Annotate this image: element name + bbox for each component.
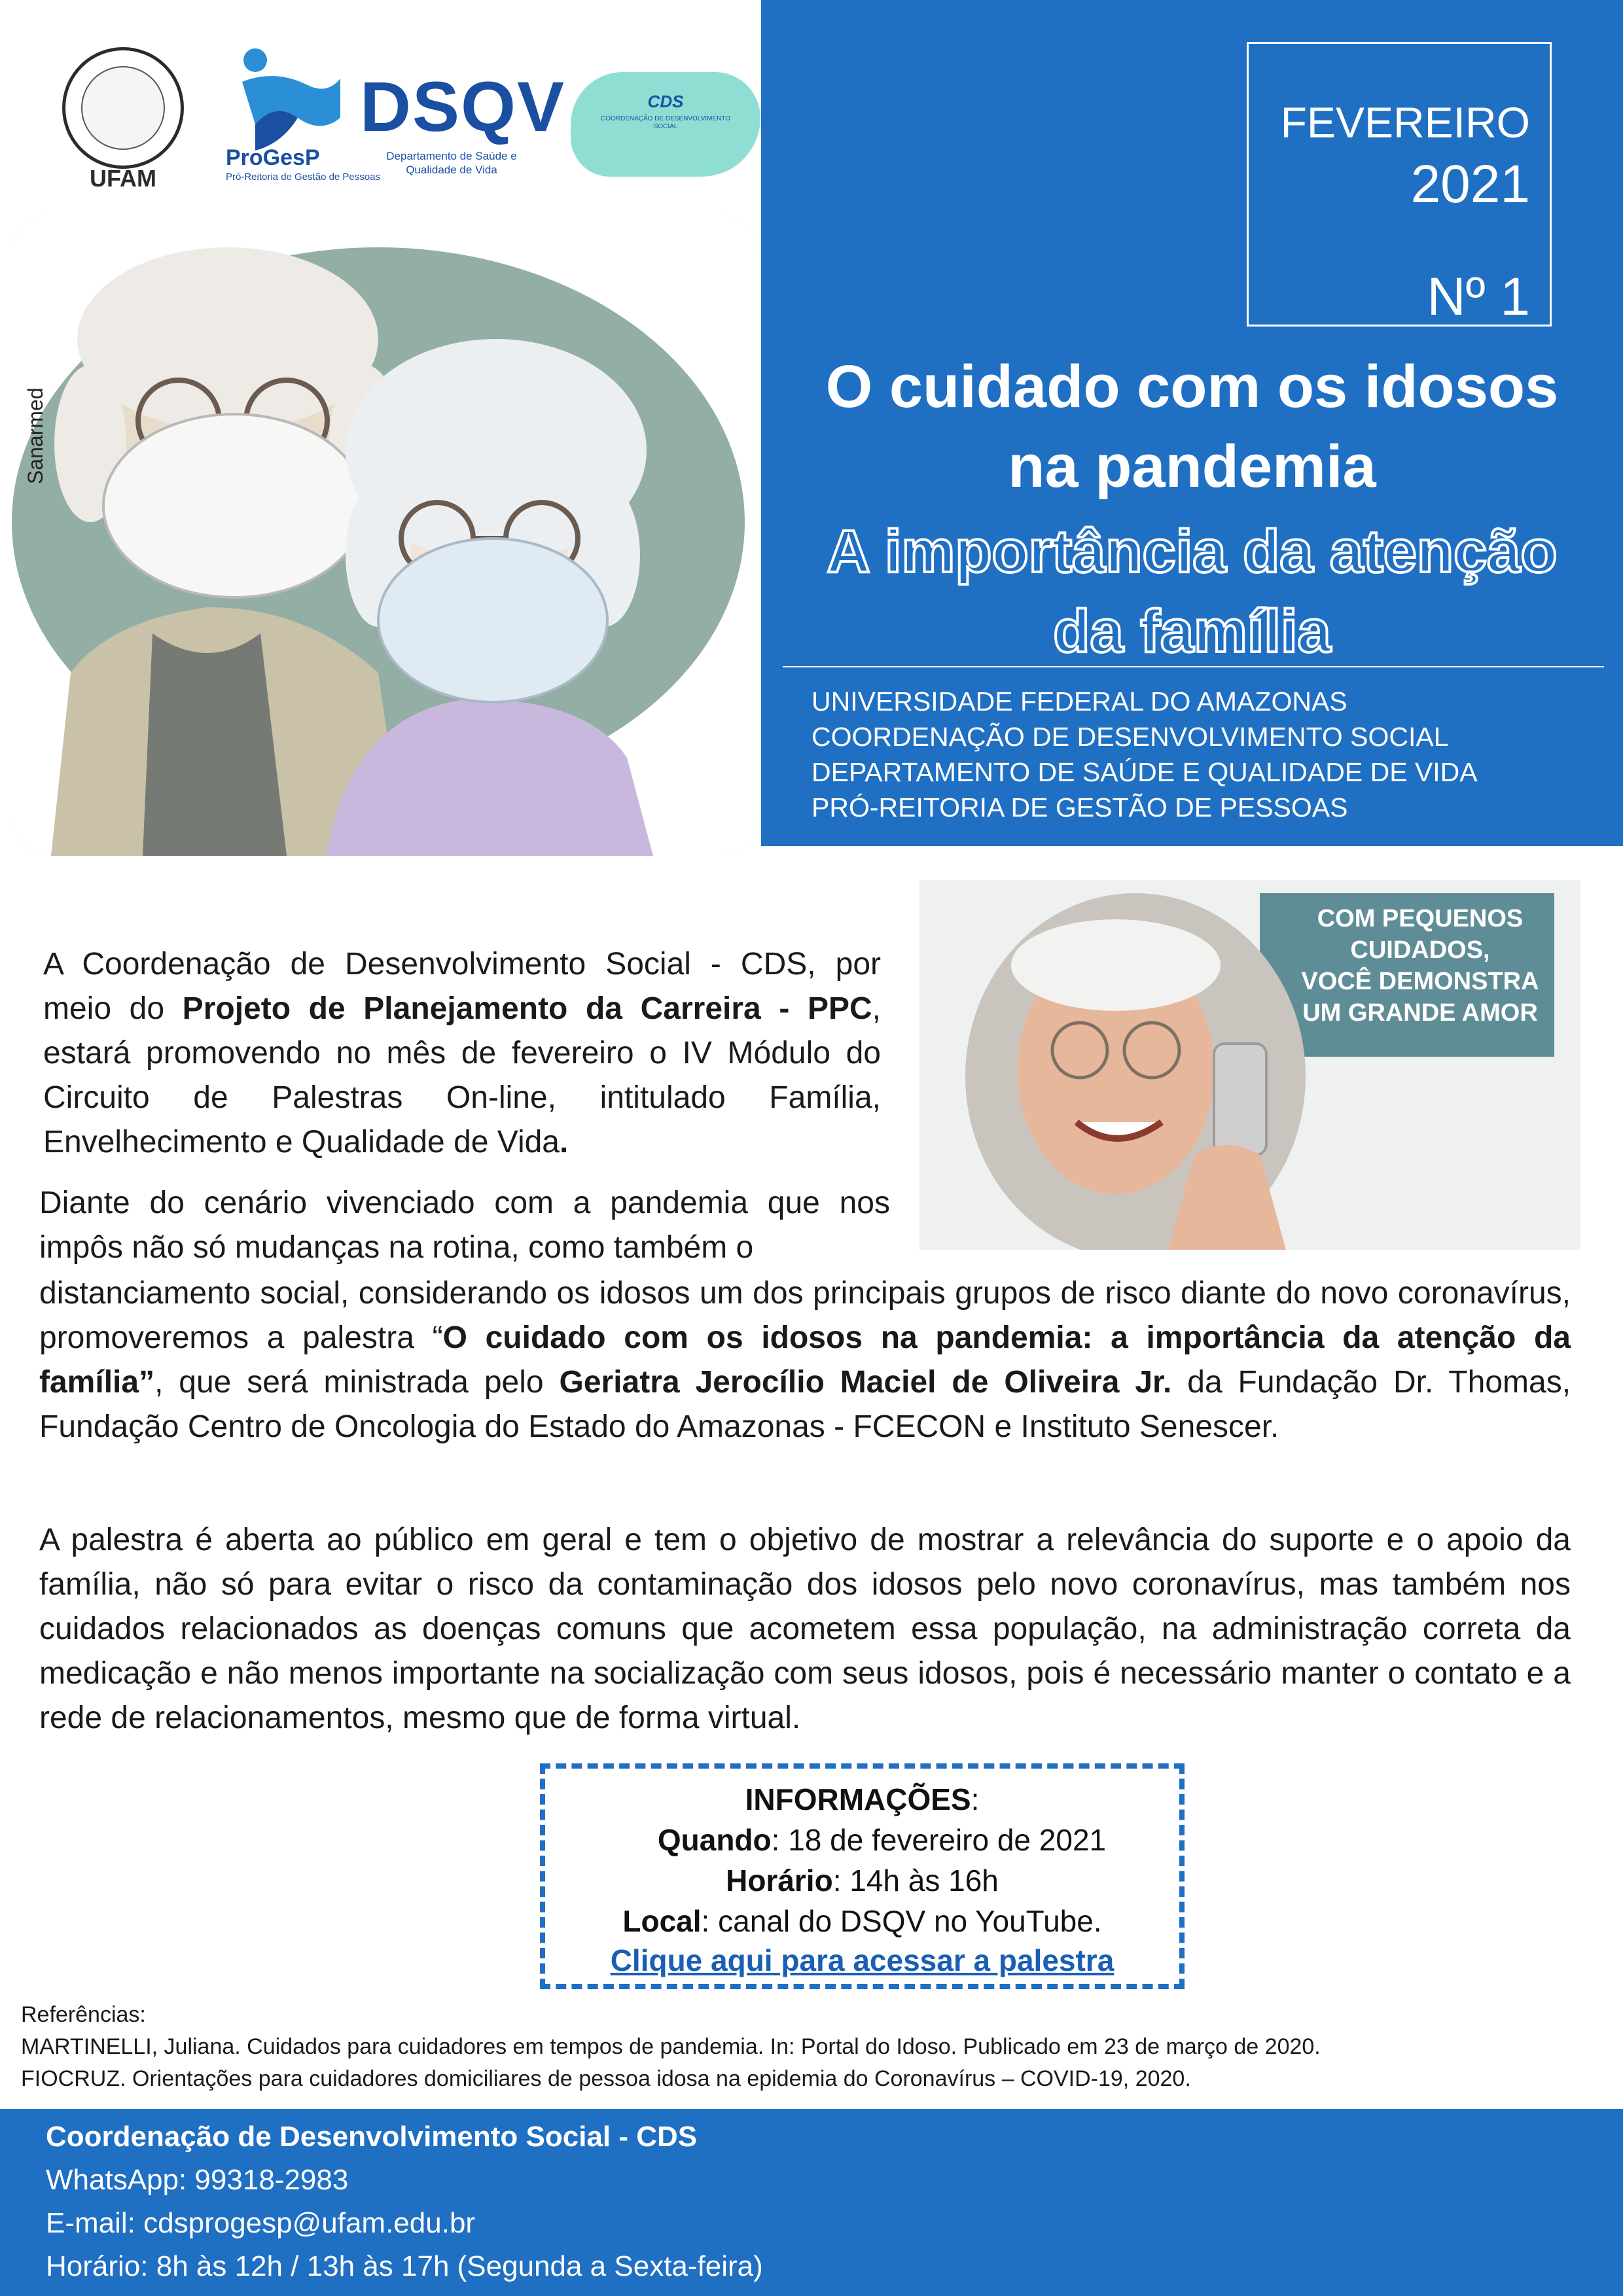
page-subtitle bbox=[761, 512, 1623, 671]
photo-caption-line: CUIDADOS, bbox=[1350, 936, 1490, 964]
info-time-value: : 14h às 16h bbox=[832, 1863, 999, 1898]
info-place bbox=[545, 1903, 1179, 1939]
issue-date-box bbox=[1247, 42, 1552, 327]
context-paragraph-start: Diante do cenário vivenciado com a pandemia que nos impôs não só mudanças na rotina, como também o bbox=[39, 1186, 890, 1265]
illustration-credit: Sanarmed bbox=[24, 387, 47, 484]
intro-period: . bbox=[560, 1125, 569, 1159]
issue-number: Nº 1 bbox=[1427, 267, 1530, 327]
page-title-line: O cuidado com os idosos bbox=[825, 353, 1559, 420]
organization-line: DEPARTAMENTO DE SAÚDE E QUALIDADE DE VIDA bbox=[812, 757, 1478, 787]
photo-caption-line: VOCÊ DEMONSTRA bbox=[1301, 968, 1539, 995]
elderly-couple-drawing bbox=[12, 215, 758, 856]
intro-text: A Coordenação de Desenvolvimento Social - CDS, por meio do bbox=[43, 947, 881, 1026]
intro-paragraph bbox=[43, 942, 881, 1165]
progesp-logo-subtitle: Pró-Reitoria de Gestão de Pessoas bbox=[226, 171, 380, 183]
talk-access-link[interactable]: Clique aqui para acessar a palestra bbox=[610, 1943, 1115, 1977]
info-time bbox=[545, 1863, 1179, 1898]
info-title-label: INFORMAÇÕES bbox=[745, 1782, 971, 1816]
context-text: , que será ministrada pelo bbox=[154, 1365, 560, 1400]
info-date-label: Quando bbox=[657, 1823, 772, 1857]
info-title-suffix: : bbox=[971, 1782, 980, 1816]
page-title-line: na pandemia bbox=[1008, 433, 1376, 500]
progesp-logo-name: ProGesP bbox=[226, 145, 320, 170]
info-date bbox=[545, 1822, 1179, 1858]
page-title bbox=[761, 347, 1623, 506]
context-text: da Fundação Dr. Thomas, Fundação Centro de Oncologia do Estado do Amazonas - FCECON e Instituto Senescer. bbox=[39, 1365, 1571, 1444]
footer-whatsapp: WhatsApp: 99318-2983 bbox=[46, 2164, 349, 2196]
dsqv-logo-subtitle: Departamento de Saúde e Qualidade de Vida bbox=[386, 150, 517, 176]
photo-caption-line: UM GRANDE AMOR bbox=[1302, 999, 1538, 1027]
reference-item: FIOCRUZ. Orientações para cuidadores domiciliares de pessoa idosa na epidemia do Coronavírus – COVID-19, 2020. bbox=[21, 2066, 1191, 2091]
dsqv-logo-name: DSQV bbox=[360, 67, 566, 146]
organization-line: COORDENAÇÃO DE DESENVOLVIMENTO SOCIAL bbox=[812, 722, 1449, 752]
project-name: Projeto de Planejamento da Carreira - PPC bbox=[182, 991, 872, 1026]
footer-email: E-mail: cdsprogesp@ufam.edu.br bbox=[46, 2207, 476, 2239]
issue-month: FEVEREIRO bbox=[1280, 98, 1530, 147]
elderly-couple-illustration bbox=[12, 215, 758, 856]
intro-text: , estará promovendo no mês de fevereiro o IV Módulo do Circuito de Palestras On-line, intitulado Família, Envelhecimento e Qualidade de Vida bbox=[43, 991, 881, 1159]
issue-year: 2021 bbox=[1410, 154, 1530, 214]
info-date-value: : 18 de fevereiro de 2021 bbox=[771, 1823, 1107, 1857]
progesp-logo-mark bbox=[236, 46, 347, 157]
speaker-name: Geriatra Jerocílio Maciel de Oliveira Jr. bbox=[559, 1365, 1172, 1400]
references bbox=[21, 1999, 1592, 2095]
organization-line: PRÓ-REITORIA DE GESTÃO DE PESSOAS bbox=[812, 792, 1348, 822]
elderly-man-video-call-photo bbox=[919, 880, 1580, 1250]
info-place-value: : canal do DSQV no YouTube. bbox=[701, 1904, 1102, 1938]
cds-logo-subtitle: COORDENAÇÃO DE DESENVOLVIMENTO SOCIAL bbox=[601, 115, 730, 130]
cds-logo-name: CDS bbox=[647, 92, 684, 111]
title-divider bbox=[783, 666, 1604, 667]
objective-paragraph: A palestra é aberta ao público em geral e tem o objetivo de mostrar a relevância do suporte e o apoio da família, não só para evitar o risco da contaminação dos idosos pelo novo coronavírus, mas também nos cuidados relacionados as doenças comuns que acometem essa população, na administração correta da medicação e não menos importante na socialização com seus idosos, pois é necessário manter o contato e a rede de relacionamentos, mesmo que de forma virtual. bbox=[39, 1523, 1571, 1735]
info-title bbox=[545, 1782, 1179, 1817]
context-text: distanciamento social, considerando os idosos um dos principais grupos de risco diante do novo coronavírus, promoveremos a palestra “ bbox=[39, 1276, 1571, 1355]
references-heading: Referências: bbox=[21, 2002, 146, 2027]
context-paragraph bbox=[39, 1271, 1571, 1449]
footer-title: Coordenação de Desenvolvimento Social - CDS bbox=[46, 2121, 698, 2153]
ufam-logo-text: UFAM bbox=[90, 165, 156, 192]
photo-caption-line: COM PEQUENOS bbox=[1317, 905, 1524, 932]
organization-list bbox=[812, 684, 1597, 825]
contact-footer bbox=[0, 2109, 1623, 2296]
footer-hours: Horário: 8h às 12h / 13h às 17h (Segunda a Sexta-feira) bbox=[46, 2250, 763, 2282]
ufam-seal-logo bbox=[62, 47, 184, 169]
info-place-label: Local bbox=[622, 1904, 702, 1938]
page-subtitle-line: da família bbox=[1053, 598, 1331, 665]
event-info-box bbox=[540, 1763, 1185, 1989]
talk-title: O cuidado com os idosos na pandemia: a importância da atenção da família” bbox=[39, 1320, 1571, 1400]
elderly-man-drawing bbox=[919, 880, 1580, 1250]
info-time-label: Horário bbox=[726, 1863, 833, 1898]
organization-line: UNIVERSIDADE FEDERAL DO AMAZONAS bbox=[812, 686, 1347, 716]
page-subtitle-line: A importância da atenção bbox=[827, 518, 1558, 585]
reference-item: MARTINELLI, Juliana. Cuidados para cuidadores em tempos de pandemia. In: Portal do Idoso. Publicado em 23 de março de 2020. bbox=[21, 2034, 1321, 2059]
